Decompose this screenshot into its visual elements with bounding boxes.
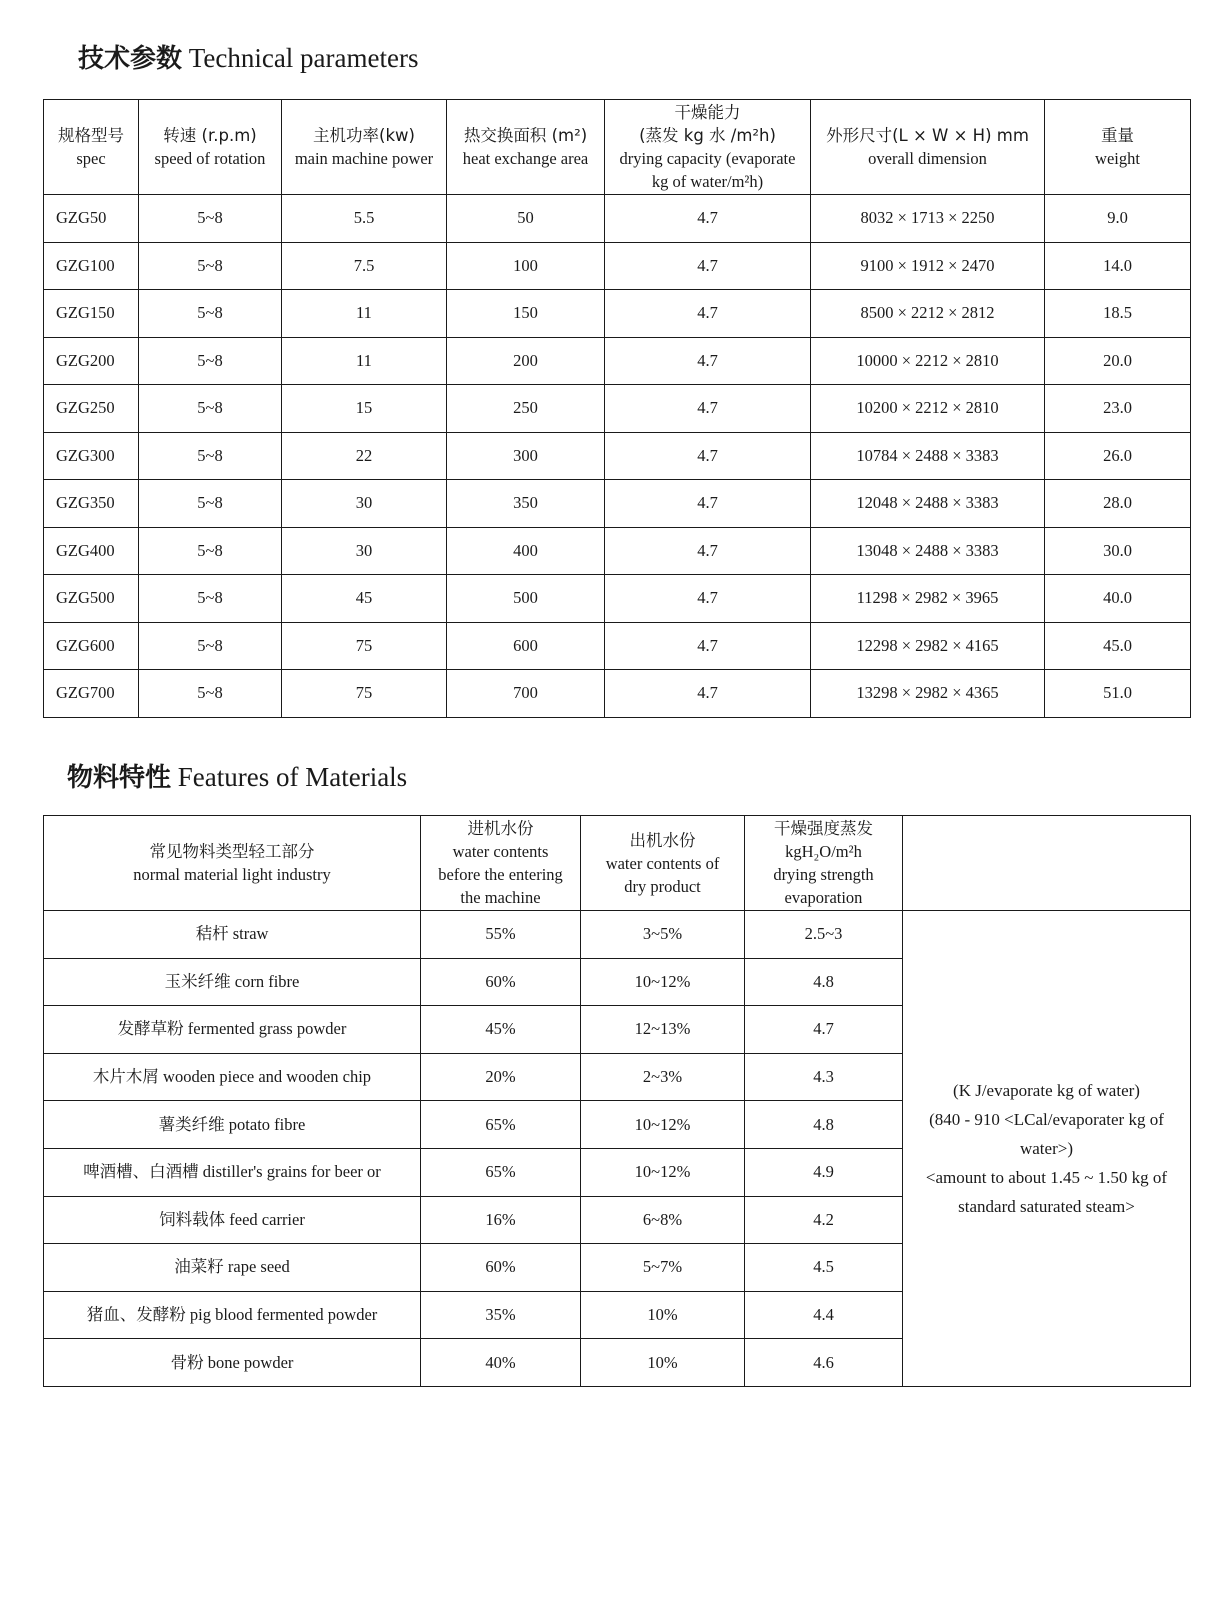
cell-spec: GZG250 bbox=[44, 385, 139, 433]
cell-weight: 28.0 bbox=[1045, 480, 1191, 528]
cell-drying-capacity: 4.7 bbox=[605, 337, 811, 385]
cell-material: 骨粉 bone powder bbox=[44, 1339, 421, 1387]
cell-spec: GZG600 bbox=[44, 622, 139, 670]
cell-drying-strength: 4.7 bbox=[745, 1006, 903, 1054]
cell-material: 秸杆 straw bbox=[44, 911, 421, 959]
cell-water-in: 40% bbox=[421, 1339, 581, 1387]
table-row bbox=[44, 290, 1191, 338]
cell-drying-capacity: 4.7 bbox=[605, 480, 811, 528]
cell-speed: 5~8 bbox=[139, 432, 282, 480]
table-row bbox=[44, 622, 1191, 670]
cell-weight: 23.0 bbox=[1045, 385, 1191, 433]
cell-power: 5.5 bbox=[282, 195, 447, 243]
cell-weight: 45.0 bbox=[1045, 622, 1191, 670]
materials-table bbox=[43, 815, 1191, 1387]
cell-water-out: 10% bbox=[581, 1339, 745, 1387]
cell-water-out: 2~3% bbox=[581, 1053, 745, 1101]
cell-power: 75 bbox=[282, 670, 447, 718]
cell-weight: 51.0 bbox=[1045, 670, 1191, 718]
energy-note: (K J/evaporate kg of water) (840 - 910 <LCal/evaporater kg of water>) <amount to about 1.45 ~ 1.50 kg of standard saturated steam> bbox=[903, 911, 1191, 1387]
cell-speed: 5~8 bbox=[139, 337, 282, 385]
cell-water-out: 10~12% bbox=[581, 1148, 745, 1196]
cell-speed: 5~8 bbox=[139, 622, 282, 670]
cell-weight: 40.0 bbox=[1045, 575, 1191, 623]
cell-heat-area: 50 bbox=[447, 195, 605, 243]
cell-weight: 14.0 bbox=[1045, 242, 1191, 290]
cell-heat-area: 200 bbox=[447, 337, 605, 385]
table-row bbox=[44, 480, 1191, 528]
header-heat-area: 热交换面积 (m²) heat exchange area bbox=[447, 100, 605, 195]
cell-water-in: 20% bbox=[421, 1053, 581, 1101]
cell-drying-strength: 4.8 bbox=[745, 1101, 903, 1149]
cell-dimension: 8500 × 2212 × 2812 bbox=[811, 290, 1045, 338]
cell-drying-strength: 4.2 bbox=[745, 1196, 903, 1244]
cell-heat-area: 100 bbox=[447, 242, 605, 290]
cell-heat-area: 300 bbox=[447, 432, 605, 480]
cell-drying-capacity: 4.7 bbox=[605, 527, 811, 575]
cell-heat-area: 250 bbox=[447, 385, 605, 433]
materials-title-en: Features of Materials bbox=[177, 762, 408, 792]
cell-water-in: 45% bbox=[421, 1006, 581, 1054]
cell-spec: GZG400 bbox=[44, 527, 139, 575]
cell-spec: GZG200 bbox=[44, 337, 139, 385]
cell-power: 45 bbox=[282, 575, 447, 623]
cell-water-out: 3~5% bbox=[581, 911, 745, 959]
cell-weight: 20.0 bbox=[1045, 337, 1191, 385]
cell-power: 22 bbox=[282, 432, 447, 480]
cell-dimension: 12048 × 2488 × 3383 bbox=[811, 480, 1045, 528]
cell-drying-strength: 4.8 bbox=[745, 958, 903, 1006]
cell-drying-strength: 2.5~3 bbox=[745, 911, 903, 959]
cell-water-in: 55% bbox=[421, 911, 581, 959]
cell-power: 15 bbox=[282, 385, 447, 433]
materials-title bbox=[67, 757, 407, 794]
cell-heat-area: 500 bbox=[447, 575, 605, 623]
cell-water-in: 65% bbox=[421, 1101, 581, 1149]
cell-speed: 5~8 bbox=[139, 575, 282, 623]
cell-dimension: 12298 × 2982 × 4165 bbox=[811, 622, 1045, 670]
cell-water-out: 6~8% bbox=[581, 1196, 745, 1244]
cell-speed: 5~8 bbox=[139, 195, 282, 243]
cell-dimension: 13048 × 2488 × 3383 bbox=[811, 527, 1045, 575]
cell-spec: GZG100 bbox=[44, 242, 139, 290]
cell-drying-capacity: 4.7 bbox=[605, 242, 811, 290]
cell-drying-strength: 4.6 bbox=[745, 1339, 903, 1387]
technical-header-row bbox=[44, 100, 1191, 195]
technical-parameters-title bbox=[78, 38, 419, 75]
cell-power: 75 bbox=[282, 622, 447, 670]
cell-dimension: 10200 × 2212 × 2810 bbox=[811, 385, 1045, 433]
cell-material: 木片木屑 wooden piece and wooden chip bbox=[44, 1053, 421, 1101]
cell-material: 发酵草粉 fermented grass powder bbox=[44, 1006, 421, 1054]
table-row bbox=[44, 575, 1191, 623]
table-row bbox=[44, 385, 1191, 433]
cell-water-in: 35% bbox=[421, 1291, 581, 1339]
cell-material: 猪血、发酵粉 pig blood fermented powder bbox=[44, 1291, 421, 1339]
cell-dimension: 10000 × 2212 × 2810 bbox=[811, 337, 1045, 385]
cell-drying-capacity: 4.7 bbox=[605, 290, 811, 338]
header-drying-capacity: 干燥能力 (蒸发 kg 水 /m²h) drying capacity (evaporate kg of water/m²h) bbox=[605, 100, 811, 195]
cell-spec: GZG700 bbox=[44, 670, 139, 718]
cell-water-in: 60% bbox=[421, 958, 581, 1006]
cell-water-in: 65% bbox=[421, 1148, 581, 1196]
cell-water-in: 60% bbox=[421, 1244, 581, 1292]
cell-material: 啤酒槽、白酒槽 distiller's grains for beer or bbox=[44, 1148, 421, 1196]
header-drying-strength: 干燥强度蒸发 kgH₂O/m²h drying strength evaporation bbox=[745, 816, 903, 911]
cell-dimension: 10784 × 2488 × 3383 bbox=[811, 432, 1045, 480]
materials-header-row bbox=[44, 816, 1191, 911]
cell-drying-strength: 4.3 bbox=[745, 1053, 903, 1101]
cell-material: 油菜籽 rape seed bbox=[44, 1244, 421, 1292]
cell-drying-capacity: 4.7 bbox=[605, 670, 811, 718]
cell-speed: 5~8 bbox=[139, 242, 282, 290]
technical-parameters-table bbox=[43, 99, 1191, 718]
cell-water-out: 10~12% bbox=[581, 1101, 745, 1149]
cell-weight: 18.5 bbox=[1045, 290, 1191, 338]
header-spec: 规格型号 spec bbox=[44, 100, 139, 195]
cell-speed: 5~8 bbox=[139, 385, 282, 433]
cell-water-out: 5~7% bbox=[581, 1244, 745, 1292]
cell-drying-capacity: 4.7 bbox=[605, 195, 811, 243]
cell-power: 30 bbox=[282, 480, 447, 528]
cell-drying-capacity: 4.7 bbox=[605, 575, 811, 623]
cell-power: 7.5 bbox=[282, 242, 447, 290]
cell-weight: 30.0 bbox=[1045, 527, 1191, 575]
table-row bbox=[44, 527, 1191, 575]
cell-speed: 5~8 bbox=[139, 290, 282, 338]
cell-power: 30 bbox=[282, 527, 447, 575]
header-power: 主机功率(kw) main machine power bbox=[282, 100, 447, 195]
cell-heat-area: 600 bbox=[447, 622, 605, 670]
cell-spec: GZG500 bbox=[44, 575, 139, 623]
cell-speed: 5~8 bbox=[139, 670, 282, 718]
cell-drying-capacity: 4.7 bbox=[605, 385, 811, 433]
cell-water-in: 16% bbox=[421, 1196, 581, 1244]
cell-drying-strength: 4.4 bbox=[745, 1291, 903, 1339]
materials-title-zh: 物料特性 bbox=[67, 763, 172, 793]
technical-title-zh: 技术参数 bbox=[78, 44, 183, 74]
cell-speed: 5~8 bbox=[139, 480, 282, 528]
cell-dimension: 8032 × 1713 × 2250 bbox=[811, 195, 1045, 243]
cell-material: 薯类纤维 potato fibre bbox=[44, 1101, 421, 1149]
header-speed: 转速 (r.p.m) speed of rotation bbox=[139, 100, 282, 195]
header-material: 常见物料类型轻工部分 normal material light industry bbox=[44, 816, 421, 911]
cell-heat-area: 700 bbox=[447, 670, 605, 718]
header-dimension: 外形尺寸(L × W × H) mm overall dimension bbox=[811, 100, 1045, 195]
cell-power: 11 bbox=[282, 337, 447, 385]
cell-water-out: 10~12% bbox=[581, 958, 745, 1006]
cell-power: 11 bbox=[282, 290, 447, 338]
cell-heat-area: 350 bbox=[447, 480, 605, 528]
cell-material: 饲料载体 feed carrier bbox=[44, 1196, 421, 1244]
table-row bbox=[44, 242, 1191, 290]
table-row bbox=[44, 432, 1191, 480]
cell-spec: GZG300 bbox=[44, 432, 139, 480]
cell-spec: GZG50 bbox=[44, 195, 139, 243]
cell-drying-strength: 4.9 bbox=[745, 1148, 903, 1196]
header-blank bbox=[903, 816, 1191, 911]
header-water-out: 出机水份 water contents of dry product bbox=[581, 816, 745, 911]
cell-drying-strength: 4.5 bbox=[745, 1244, 903, 1292]
cell-heat-area: 150 bbox=[447, 290, 605, 338]
cell-water-out: 12~13% bbox=[581, 1006, 745, 1054]
technical-title-en: Technical parameters bbox=[188, 43, 419, 73]
cell-dimension: 9100 × 1912 × 2470 bbox=[811, 242, 1045, 290]
cell-spec: GZG150 bbox=[44, 290, 139, 338]
table-row bbox=[44, 195, 1191, 243]
table-row bbox=[44, 337, 1191, 385]
cell-drying-capacity: 4.7 bbox=[605, 432, 811, 480]
cell-weight: 9.0 bbox=[1045, 195, 1191, 243]
table-row bbox=[44, 911, 1191, 959]
cell-speed: 5~8 bbox=[139, 527, 282, 575]
cell-material: 玉米纤维 corn fibre bbox=[44, 958, 421, 1006]
table-row bbox=[44, 670, 1191, 718]
cell-weight: 26.0 bbox=[1045, 432, 1191, 480]
cell-drying-capacity: 4.7 bbox=[605, 622, 811, 670]
cell-dimension: 13298 × 2982 × 4365 bbox=[811, 670, 1045, 718]
cell-heat-area: 400 bbox=[447, 527, 605, 575]
cell-dimension: 11298 × 2982 × 3965 bbox=[811, 575, 1045, 623]
header-water-in: 进机水份 water contents before the entering the machine bbox=[421, 816, 581, 911]
header-weight: 重量 weight bbox=[1045, 100, 1191, 195]
cell-spec: GZG350 bbox=[44, 480, 139, 528]
cell-water-out: 10% bbox=[581, 1291, 745, 1339]
